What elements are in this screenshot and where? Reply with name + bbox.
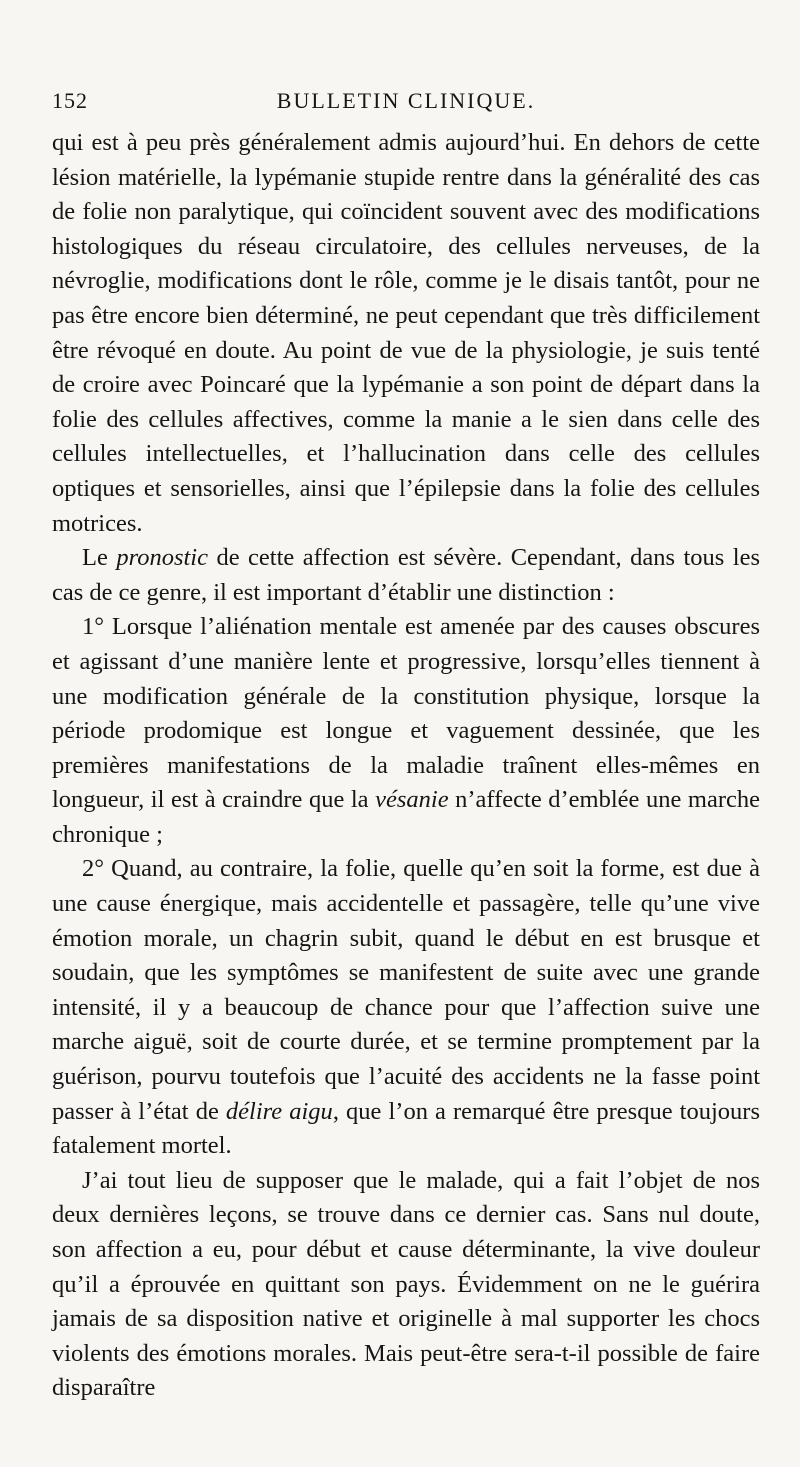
paragraph-case-2 [52, 852, 760, 1163]
text-segment: Le [82, 544, 117, 572]
text-segment: qui est à peu près généralement admis aujourd’hui. En dehors de cette lésion matérielle, la lypémanie stupide rentre dans la généralité des cas de folie non paralytique, qui coïncident souvent avec des modifications histologiques du réseau circulatoire, des cellules nerveuses, de la névroglie, modifications dont le rôle, comme je le disais tantôt, pour ne pas être encore bien déterminé, ne peut cependant que très difficilement être révoqué en doute. Au point de vue de la physiologie, je suis tenté de croire avec Poincaré que la lypémanie a son point de départ dans la folie des cellules affectives, comme la manie a le sien dans celle des cellules intellectuelles, et l’hallucination dans celle des cellules optiques et sensorielles, ainsi que l’épilepsie dans la folie des cellules motrices. [52, 129, 760, 537]
page-number: 152 [52, 88, 88, 113]
paragraph-prognosis [52, 541, 760, 610]
text-segment: 1° Lorsque l’aliénation mentale est amenée par des causes obscures et agissant d’une manière lente et progressive, lorsqu’elles tiennent à une modification générale de la constitution physique, lorsque la période prodomique est longue et vaguement dessinée, que les premières manifestations de la maladie traînent elles-mêmes en longueur, il est à craindre que la [52, 613, 760, 814]
italic-term-vesanie: vésanie [375, 786, 449, 814]
text-segment: n’affecte d’emblée une marche chronique ; [52, 786, 760, 848]
text-segment: de cette affection est sévère. Cependant, dans tous les cas de ce genre, il est important d’établir une distinction : [52, 544, 760, 606]
paragraph-case-1 [52, 610, 760, 852]
page-header [52, 88, 760, 122]
paragraph-patient [52, 1164, 760, 1406]
body-text [52, 126, 760, 1406]
running-title: BULLETIN CLINIQUE. [276, 88, 536, 113]
italic-term-delire-aigu: délire aigu [225, 1097, 333, 1125]
text-segment: , que l’on a remarqué être presque toujours fatalement mortel. [52, 1097, 760, 1160]
paragraph-1 [52, 126, 760, 541]
text-segment: J’ai tout lieu de supposer que le malade, qui a fait l’objet de nos deux dernières leçons, se trouve dans ce dernier cas. Sans nul doute, son affection a eu, pour début et cause déterminante, la vive douleur qu’il a éprouvée en quittant son pays. Évidemment on ne le guérira jamais de sa disposition native et originelle à mal supporter les chocs violents des émotions morales. Mais peut-être sera-t-il possible de faire disparaître [52, 1166, 760, 1402]
italic-term-pronostic: pronostic [116, 544, 208, 572]
text-segment: 2° Quand, au contraire, la folie, quelle qu’en soit la forme, est due à une cause énergique, mais accidentelle et passagère, telle qu’une vive émotion morale, un chagrin subit, quand le début en est brusque et soudain, que les symptômes se manifestent de suite avec une grande intensité, il y a beaucoup de chance pour que l’affection suive une marche aiguë, soit de courte durée, et se termine promptement par la guérison, pourvu toutefois que l’acuité des accidents ne la fasse point passer à l’état de [52, 855, 760, 1125]
